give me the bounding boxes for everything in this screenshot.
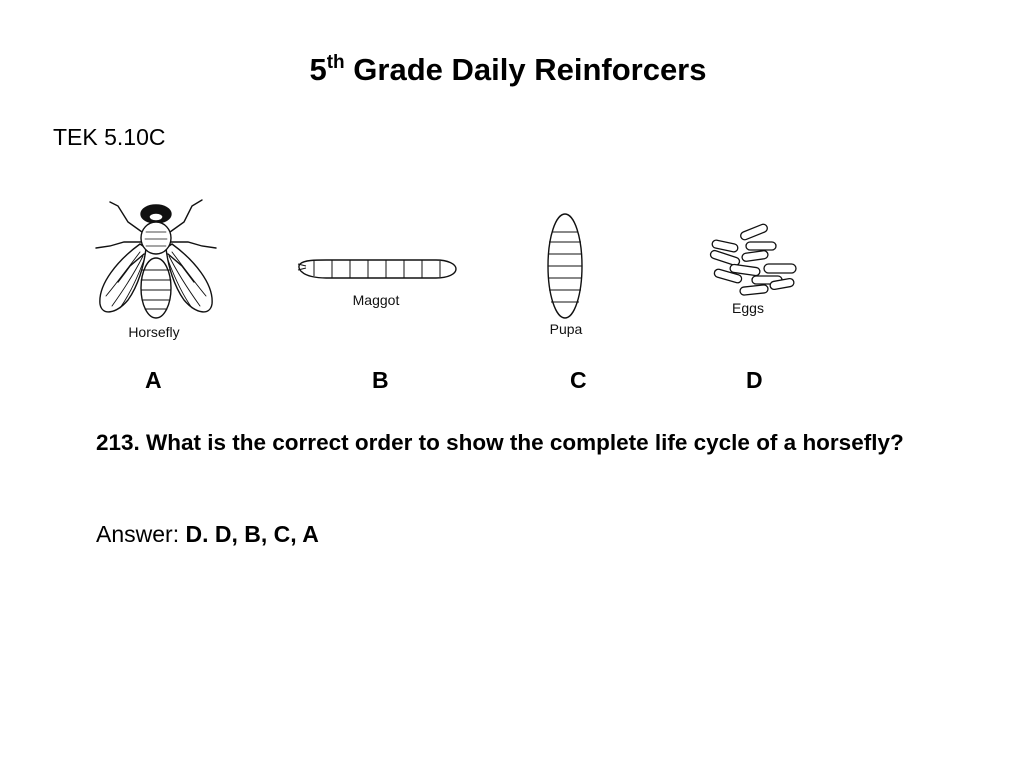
maggot-illustration	[296, 252, 462, 314]
eggs-caption: Eggs	[732, 300, 764, 316]
answer-line	[96, 519, 319, 549]
option-letter-a: A	[145, 367, 162, 393]
answer-value: D. D, B, C, A	[185, 521, 319, 547]
maggot-figure	[296, 252, 462, 314]
tek-label: TEK 5.10C	[53, 124, 166, 150]
option-letter-d: D	[746, 367, 763, 393]
horsefly-illustration	[88, 192, 228, 344]
question-text: 213. What is the correct order to show the complete life cycle of a horsefly?	[96, 430, 904, 455]
pupa-illustration	[538, 210, 598, 342]
maggot-caption: Maggot	[352, 292, 400, 308]
pupa-figure	[538, 210, 598, 342]
eggs-illustration	[700, 224, 804, 324]
horsefly-caption: Horsefly	[128, 324, 180, 340]
title-rest: Grade Daily Reinforcers	[344, 52, 707, 87]
option-letter-b: B	[372, 367, 389, 393]
eggs-figure	[700, 224, 804, 324]
page-title	[0, 50, 1016, 90]
title-superscript: th	[326, 52, 345, 73]
title-number: 5	[309, 52, 327, 87]
pupa-caption: Pupa	[549, 321, 583, 337]
answer-label: Answer:	[96, 521, 186, 547]
horsefly-figure	[88, 192, 228, 344]
option-letter-c: C	[570, 367, 587, 393]
